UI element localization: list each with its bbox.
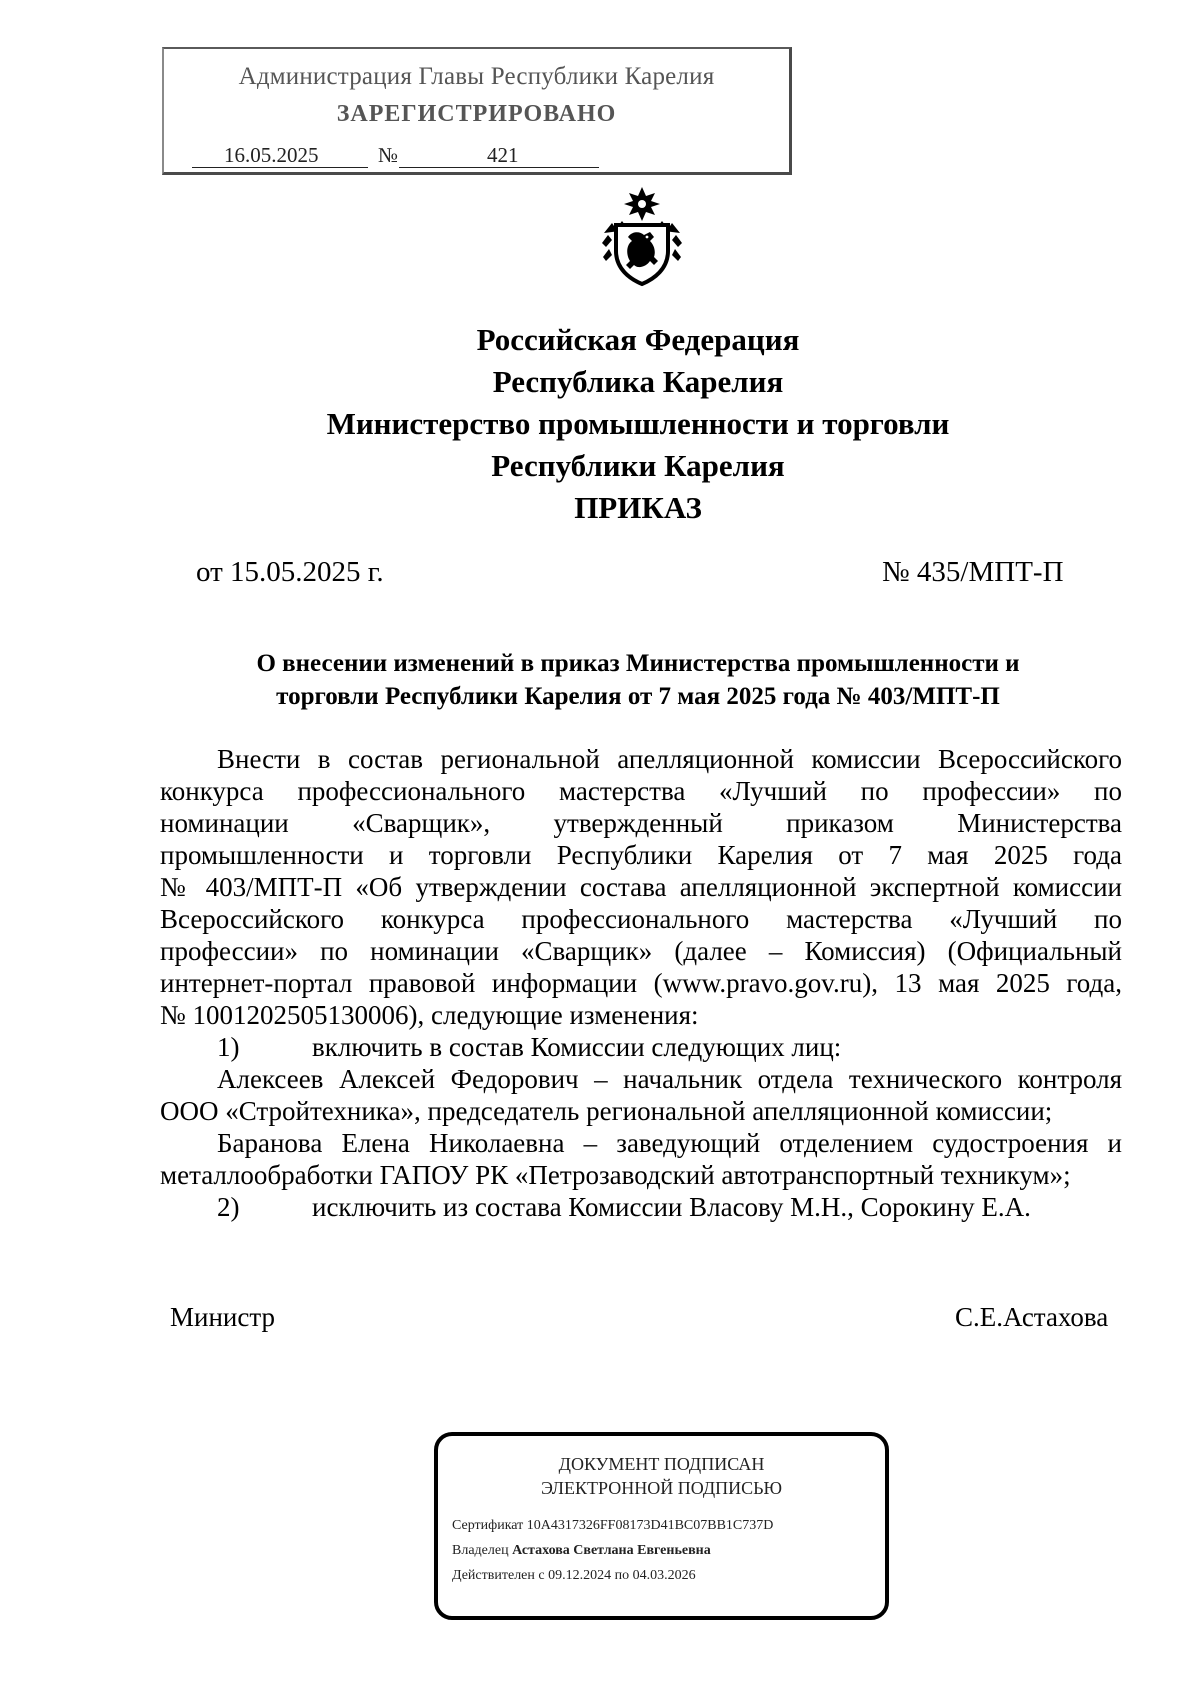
registration-authority: Администрация Главы Республики Карелия: [238, 63, 715, 90]
valid-to-label: по: [614, 1568, 630, 1583]
list-item: [160, 1031, 1122, 1063]
registration-stamp: [162, 47, 792, 175]
owner-value: Астахова Светлана Евгеньевна: [512, 1543, 711, 1558]
list-item-number: 1): [217, 1032, 240, 1062]
document-type: ПРИКАЗ: [574, 490, 702, 525]
body-line: металлообработки ГАПОУ РК «Петрозаводский автотранспортный техникум»;: [160, 1160, 1071, 1190]
certificate-label: Сертификат: [452, 1518, 524, 1533]
order-date: от 15.05.2025 г.: [196, 556, 384, 588]
body-line: ООО «Стройтехника», председатель региональной апелляционной комиссии;: [160, 1096, 1053, 1126]
list-item: [160, 1191, 1122, 1223]
list-item-text: включить в состав Комиссии следующих лиц:: [312, 1032, 842, 1062]
signatory-position: Министр: [170, 1302, 275, 1332]
body-line: профессии» по номинации «Сварщик» (далее – Комиссия) (Официальный: [160, 936, 1122, 966]
heading-ministry: Министерство промышленности и торговли: [326, 406, 950, 441]
body-line: конкурса профессионального мастерства «Лучший по профессии» по: [160, 776, 1122, 806]
certificate-value: 10A4317326FF08173D41BC07BB1C737D: [526, 1518, 774, 1533]
body-line: № 403/МПТ-П «Об утверждении состава апелляционной экспертной комиссии: [160, 872, 1122, 902]
body-line: Всероссийского конкурса профессионального мастерства «Лучший по: [160, 904, 1122, 934]
e-signature-owner: [452, 1543, 711, 1559]
order-number: № 435/МПТ-П: [882, 556, 1064, 588]
electronic-signature-stamp: [434, 1432, 889, 1620]
owner-label: Владелец: [452, 1543, 509, 1558]
registration-number-sign: №: [378, 143, 399, 167]
body-line: № 1001202505130006), следующие изменения:: [160, 1000, 699, 1030]
body-line: номинации «Сварщик», утвержденный приказом Министерства: [160, 808, 1122, 838]
heading-ministry-republic: Республики Карелия: [491, 448, 785, 483]
valid-to: 04.03.2026: [632, 1568, 696, 1583]
signatory-name: С.Е.Астахова: [955, 1302, 1109, 1332]
list-item-text: исключить из состава Комиссии Власову М.Н., Сорокину Е.А.: [312, 1192, 1031, 1222]
e-signature-title: ДОКУМЕНТ ПОДПИСАН: [558, 1454, 765, 1474]
e-signature-certificate: [452, 1518, 773, 1534]
subject-line: О внесении изменений в приказ Министерства промышленности и: [256, 650, 1020, 677]
body-line: интернет-портал правовой информации (www.pravo.gov.ru), 13 мая 2025 года,: [160, 968, 1122, 998]
e-signature-title: ЭЛЕКТРОННОЙ ПОДПИСЬЮ: [541, 1478, 782, 1498]
e-signature-validity: [452, 1568, 696, 1584]
order-body: [160, 743, 1122, 1223]
heading-republic: Республика Карелия: [492, 364, 784, 399]
body-line: промышленности и торговли Республики Карелия от 7 мая 2025 года: [160, 840, 1122, 870]
subject-line: торговли Республики Карелия от 7 мая 2025 года № 403/МПТ-П: [276, 683, 1000, 710]
body-line: Баранова Елена Николаевна – заведующий отделением судостроения и: [217, 1128, 1122, 1158]
karelia-coat-of-arms-icon: [598, 185, 686, 287]
heading-country: Российская Федерация: [476, 322, 800, 357]
valid-label: Действителен с: [452, 1568, 545, 1583]
registration-number: 421: [487, 143, 519, 167]
body-line: Внести в состав региональной апелляционной комиссии Всероссийского: [217, 744, 1122, 774]
valid-from: 09.12.2024: [548, 1568, 612, 1583]
registration-status: ЗАРЕГИСТРИРОВАНО: [336, 101, 617, 127]
list-item-number: 2): [217, 1192, 240, 1222]
order-subject: [150, 647, 1126, 713]
body-line: Алексеев Алексей Федорович – начальник отдела технического контроля: [217, 1064, 1122, 1094]
registration-date: 16.05.2025: [224, 143, 319, 167]
